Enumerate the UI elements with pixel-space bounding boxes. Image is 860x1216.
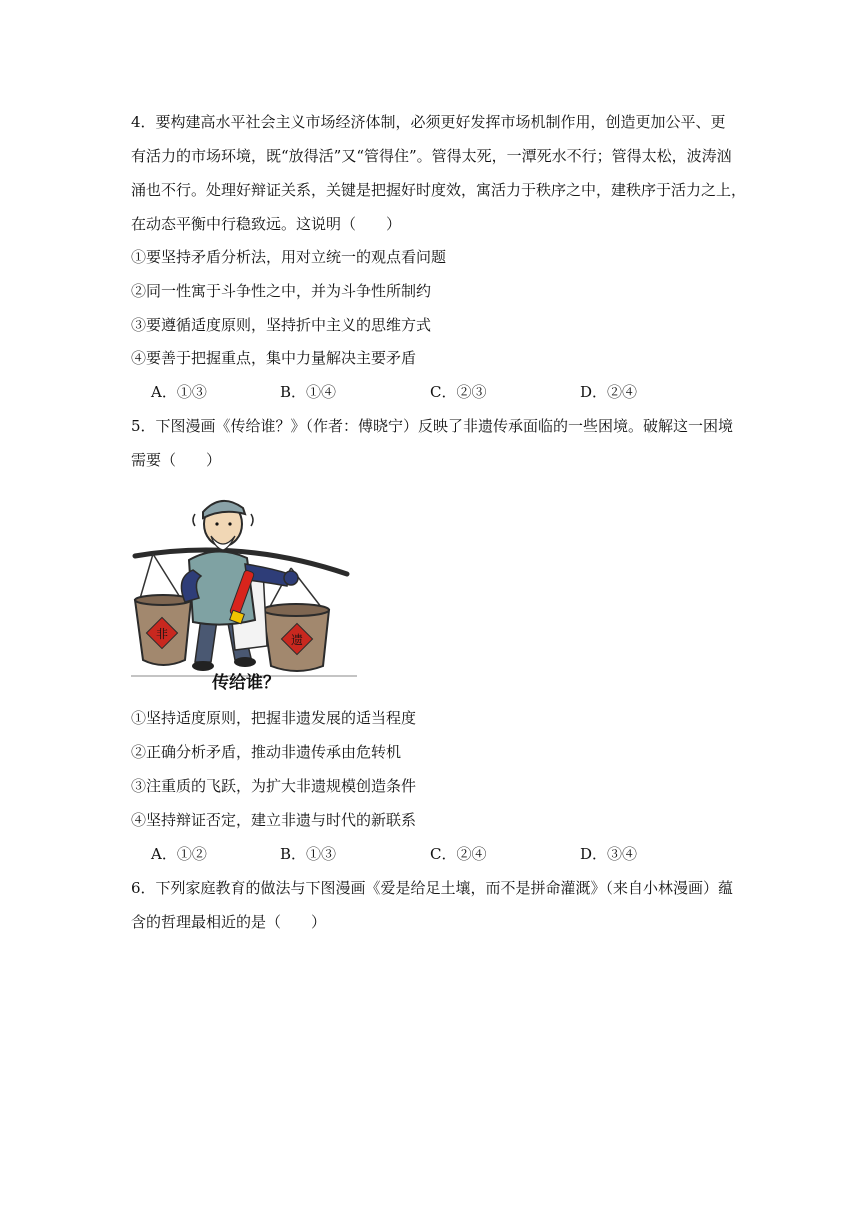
question-4-statement-1: ①要坚持矛盾分析法，用对立统一的观点看问题 <box>131 248 447 266</box>
question-5-option-c[interactable]: C．②④ <box>430 845 487 863</box>
question-4-stem-line: 在动态平衡中行稳致远。这说明（ ） <box>131 215 402 233</box>
question-5-statement-2: ②正确分析矛盾，推动非遗传承由危转机 <box>131 743 402 761</box>
question-4-statement-3: ③要遵循适度原则，坚持折中主义的思维方式 <box>131 316 432 334</box>
cartoon-image <box>131 478 357 692</box>
question-4-stem-line: 涌也不行。处理好辩证关系，关键是把握好时度效，寓活力于秩序之中，建秩序于活力之上， <box>131 181 747 199</box>
question-4-statement-4: ④要善于把握重点，集中力量解决主要矛盾 <box>131 349 417 367</box>
old-man-carrying-baskets-illustration <box>131 478 357 692</box>
question-4-option-c[interactable]: C．②③ <box>430 383 487 401</box>
question-6-stem-line: 含的哲理最相近的是（ ） <box>131 913 327 931</box>
right-basket-label: 遗 <box>290 633 304 647</box>
question-5-option-d[interactable]: D．③④ <box>580 845 638 863</box>
cartoon-caption: 传给谁？ <box>212 673 280 693</box>
question-4-option-b[interactable]: B．①④ <box>280 383 337 401</box>
question-5-option-a[interactable]: A．①② <box>151 845 207 863</box>
question-4-option-d[interactable]: D．②④ <box>580 383 638 401</box>
question-4-option-a[interactable]: A．①③ <box>151 383 207 401</box>
left-basket-label: 非 <box>155 627 169 641</box>
question-5-stem-line: 需要（ ） <box>131 451 222 469</box>
question-5-stem-line: 5．下图漫画《传给谁？》（作者：傅晓宁）反映了非遗传承面临的一些困境。破解这一困境 <box>131 417 734 435</box>
question-5-statement-4: ④坚持辩证否定，建立非遗与时代的新联系 <box>131 811 417 829</box>
question-5-statement-1: ①坚持适度原则，把握非遗发展的适当程度 <box>131 709 417 727</box>
question-4-stem-line: 有活力的市场环境，既“放得活”又“管得住”。管得太死，一潭死水不行；管得太松，波涛汹 <box>131 147 732 165</box>
question-5-statement-3: ③注重质的飞跃，为扩大非遗规模创造条件 <box>131 777 417 795</box>
question-4-stem-line: 4．要构建高水平社会主义市场经济体制，必须更好发挥市场机制作用，创造更加公平、更 <box>131 113 726 131</box>
question-4-statement-2: ②同一性寓于斗争性之中，并为斗争性所制约 <box>131 282 432 300</box>
question-5-option-b[interactable]: B．①③ <box>280 845 337 863</box>
question-6-stem-line: 6．下列家庭教育的做法与下图漫画《爱是给足土壤，而不是拼命灌溉》（来自小林漫画）蕴 <box>131 879 734 897</box>
